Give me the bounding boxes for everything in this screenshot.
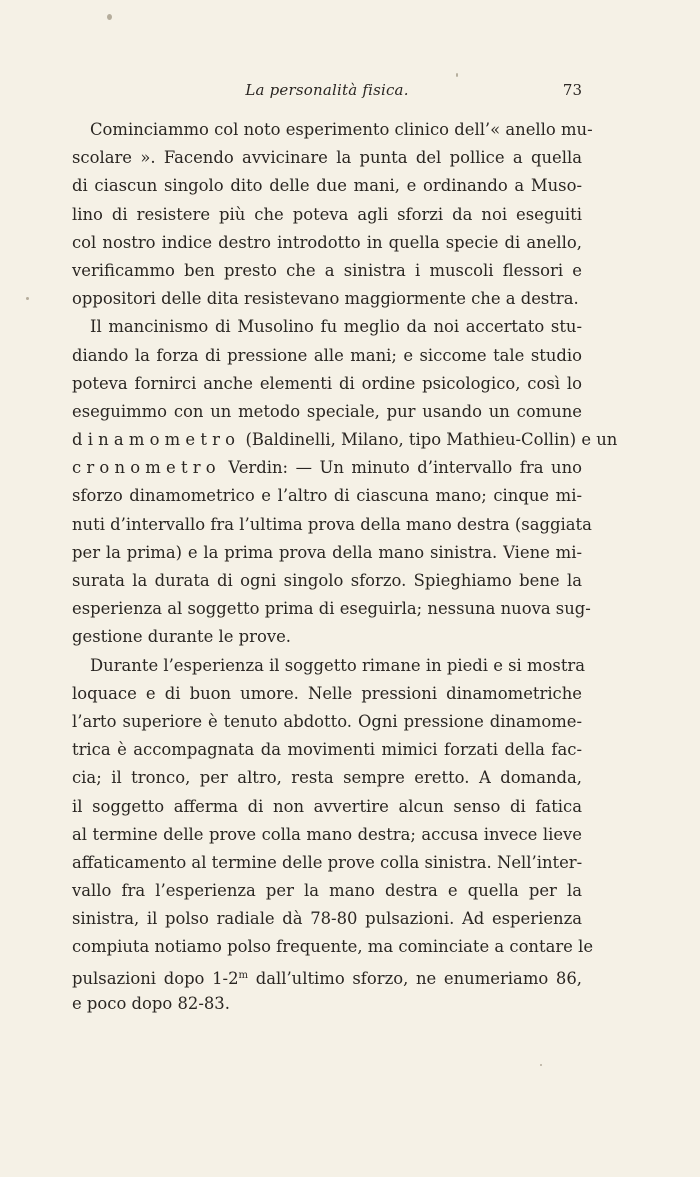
- text-fragment: Verdin: — Un minuto d’intervallo fra uno: [228, 458, 582, 478]
- text-line: il soggetto afferma di non avvertire alcun senso di fatica: [72, 796, 582, 816]
- paper-speck: [107, 14, 112, 20]
- text-line: Il mancinismo di Musolino fu meglio da noi accertato stu-: [90, 317, 582, 337]
- spaced-word-dinamometro: dinamometro: [72, 430, 241, 450]
- text-line: verificammo ben presto che a sinistra i muscoli flessori e: [72, 260, 582, 280]
- text-fragment: (Baldinelli, Milano, tipo Mathieu-Collin) e un: [245, 430, 618, 450]
- paper-speck: [540, 1064, 542, 1066]
- text-line: poteva fornirci anche elementi di ordine psicologico, così lo: [72, 373, 582, 393]
- text-line: Durante l’esperienza il soggetto rimane in piedi e si mostra: [90, 655, 586, 675]
- text-line: gestione durante le prove.: [72, 627, 291, 647]
- paper-speck: [456, 73, 458, 77]
- text-line: cia; il tronco, per altro, resta sempre eretto. A domanda,: [72, 768, 582, 788]
- body-text: [72, 116, 618, 1018]
- text-line: Cominciammo col noto esperimento clinico dell’« anello mu-: [90, 120, 593, 139]
- text-fragment: pulsazioni dopo 1-2: [72, 968, 239, 988]
- running-title: La personalità fisica.: [245, 81, 409, 99]
- text-line: scolare ». Facendo avvicinare la punta del pollice a quella: [72, 148, 582, 168]
- text-line: eseguimmo con un metodo speciale, pur usando un comune: [72, 401, 582, 421]
- text-line: trica è accompagnata da movimenti mimici forzati della fac-: [72, 740, 582, 760]
- text-line: sforzo dinamometrico e l’altro di ciascuna mano; cinque mi-: [72, 486, 582, 506]
- text-line: vallo fra l’esperienza per la mano destra e quella per la: [72, 881, 582, 901]
- text-line: lino di resistere più che poteva agli sforzi da noi eseguiti: [72, 204, 582, 224]
- text-line: di ciascun singolo dito delle due mani, e ordinando a Muso-: [72, 176, 582, 196]
- text-fragment: dall’ultimo sforzo, ne enumeriamo 86,: [255, 968, 582, 988]
- page-number: 73: [562, 81, 582, 99]
- text-line: diando la forza di pressione alle mani; e siccome tale studio: [72, 345, 582, 365]
- text-line: oppositori delle dita resistevano maggiormente che a destra.: [72, 289, 579, 309]
- text-line: col nostro indice destro introdotto in quella specie di anello,: [72, 232, 582, 252]
- text-line: loquace e di buon umore. Nelle pressioni dinamometriche: [72, 683, 582, 703]
- text-line: surata la durata di ogni singolo sforzo. Spieghiamo bene la: [72, 571, 582, 590]
- text-line: nuti d’intervallo fra l’ultima prova della mano destra (saggiata: [72, 514, 592, 534]
- text-line: e poco dopo 82-83.: [72, 993, 230, 1013]
- text-line-composite: [72, 426, 618, 454]
- text-line: esperienza al soggetto prima di eseguirla; nessuna nuova sug-: [72, 599, 591, 619]
- text-line-composite: [72, 454, 582, 482]
- text-line: compiuta notiamo polso frequente, ma cominciate a contare le: [72, 937, 594, 957]
- text-line: l’arto superiore è tenuto abdotto. Ogni pressione dinamome-: [72, 711, 582, 731]
- spaced-word-cronometro: cronometro: [72, 458, 221, 478]
- superscript-minutes: m: [238, 969, 248, 981]
- text-line: al termine delle prove colla mano destra; accusa invece lieve: [72, 824, 582, 844]
- text-line: sinistra, il polso radiale dà 78-80 pulsazioni. Ad esperienza: [72, 909, 582, 929]
- text-line-composite: [72, 962, 582, 990]
- text-line: affaticamento al termine delle prove colla sinistra. Nell’inter-: [72, 852, 583, 872]
- paper-speck: [26, 297, 29, 300]
- running-head: [72, 79, 582, 103]
- text-line: per la prima) e la prima prova della mano sinistra. Viene mi-: [72, 542, 582, 562]
